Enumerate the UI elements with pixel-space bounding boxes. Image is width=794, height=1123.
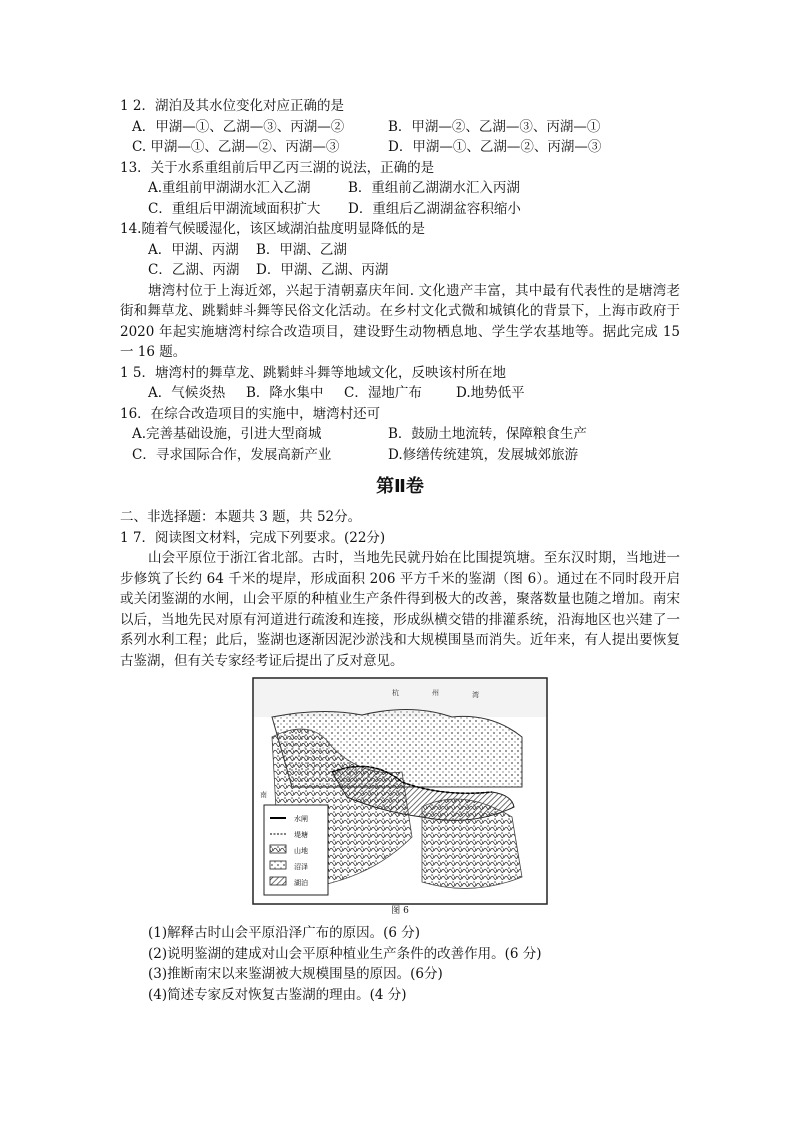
legend-label-embankment: 堤塘: [294, 831, 308, 839]
q14-option-b: B．甲湖、乙湖: [256, 241, 347, 258]
lake-icon: [270, 877, 286, 885]
q14-options-row2: [120, 260, 680, 281]
sea-label-zhou: 州: [432, 689, 439, 697]
left-label: 南: [260, 791, 267, 799]
q13-option-c: C．重组后甲湖流域面积扩大: [148, 200, 321, 217]
legend-label-sluice: 水闸: [294, 815, 308, 823]
sea-label-wan: 湾: [472, 691, 479, 699]
q17-sub1: (1)解释古时山会平原沿泽广布的原因。(6 分): [148, 925, 421, 941]
q14-stem: 14.随着气候暖湿化，该区域湖泊盐度明显降低的是: [120, 221, 425, 237]
sea-label-hang: 杭: [392, 689, 399, 697]
q17-stem: 1 7．阅读图文材料，完成下列要求。(22分): [120, 529, 386, 546]
q12-option-c: C. 甲湖—①、乙湖—②、丙湖—③: [132, 139, 340, 155]
q16-options-row1: [120, 424, 680, 445]
q12-options-row2: [120, 137, 680, 158]
q16-option-a: A.完善基础设施，引进大型商城: [132, 426, 322, 442]
section-heading: 第Ⅱ卷: [376, 476, 424, 497]
q13-option-b: B．重组前乙湖湖水汇入丙湖: [348, 180, 520, 196]
q17-sub2: (2)说明鉴湖的建成对山会平原种植业生产条件的改善作用。(6 分): [148, 945, 542, 962]
section-intro: 二、非选择题：本题共 3 题，共 52分。: [120, 509, 362, 525]
q17-sub3: (3)推断南宋以来鉴湖被大规模围垦的原因。(6分): [148, 966, 443, 982]
q13-options-row2: [120, 199, 680, 220]
swamp-icon: [270, 861, 286, 869]
mountain-icon: [270, 845, 286, 853]
q14-options-row1: [120, 240, 680, 261]
q12-option-d: D．甲湖—①、乙湖—②、丙湖—③: [388, 139, 602, 155]
q12-option-a: A．甲湖—①、乙湖—③、丙湖—②: [132, 118, 345, 135]
q14-option-a: A．甲湖、丙湖: [148, 241, 239, 258]
legend-label-mountain: 山地: [294, 847, 308, 855]
q15-option-b: B．降水集中: [246, 385, 324, 401]
figure-caption: 图 6: [391, 906, 409, 916]
q16-options-row2: [120, 445, 680, 466]
q13-options-row1: [120, 178, 680, 199]
q15-option-d: D.地势低平: [456, 385, 525, 401]
q15-stem: 1 5．塘湾村的舞草龙、跳鬁蚌斗舞等地域文化，反映该村所在地: [120, 364, 506, 381]
q14-option-d: D．甲湖、乙湖、丙湖: [256, 262, 389, 278]
q13-option-d: D．重组后乙湖湖盆容积缩小: [348, 200, 521, 217]
q14-option-c: C．乙湖、丙湖: [148, 262, 240, 278]
q12-stem: 1 2．湖泊及其水位变化对应正确的是: [120, 98, 344, 114]
legend-label-swamp: 沼泽: [294, 863, 308, 871]
q13-option-a: A.重组前甲湖湖水汇入乙湖: [148, 180, 311, 196]
q17-sub4: (4)简述专家反对恢复古鉴湖的理由。(4 分): [148, 986, 407, 1003]
jianhu-map-figure: [252, 677, 548, 905]
q16-option-d: D.修缮传统建筑，发展城郊旅游: [388, 446, 579, 463]
q15-option-c: C．湿地广布: [344, 385, 422, 401]
q12-option-b: B．甲湖—②、乙湖—③、丙湖—①: [388, 118, 601, 135]
passage-tangwan: 塘湾村位于上海近郊，兴起于清朝嘉庆年间. 文化遗产丰富，其中最有代表性的是塘湾老街和舞草龙、跳鬁蚌斗舞等民俗文化活动。在乡村文化式微和城镇化的背景下，上海市政府于 2020 年起实施塘湾村综合改造项目，建设野生动物栖息地、学生学农基地等。据此完成 15 一 16 题。: [120, 282, 680, 360]
q16-option-b: B．鼓励土地流转，保障粮食生产: [388, 426, 587, 442]
q15-option-a: A．气候炎热: [148, 385, 226, 401]
q13-stem: 13．关于水系重组前后甲乙丙三湖的说法，正确的是: [120, 159, 435, 176]
q16-option-c: C．寻求国际合作，发展高新产业: [132, 446, 332, 463]
q12-options-row1: [120, 117, 680, 138]
q17-passage: 山会平原位于浙江省北部。古时，当地先民就丹始在比围提筑塘。至东汉时期，当地进一步修筑了长约 64 千米的堤岸，形成面积 206 平方千米的鉴湖（图 6）。通过在不同时段开启或关闭鉴湖的水闸，山会平原的种植业生产条件得到极大的改善，聚落数量也随之增加。南宋以后，当地先民对原有河道进行疏浚和连接，形成纵横交错的排灌系统，沿海地区也兴建了一系列水利工程；此后，鉴湖也逐渐因泥沙淤浅和大规模围垦而消失。近年来，有人提出要恢复古鉴湖，但有关专家经考证后提出了反对意见。: [120, 550, 680, 669]
q15-options-row: [120, 383, 680, 404]
q16-stem: 16．在综合改造项目的实施中，塘湾村还可: [120, 405, 381, 422]
document-page: [120, 96, 680, 1005]
legend-label-lake: 湖泊: [294, 879, 308, 887]
